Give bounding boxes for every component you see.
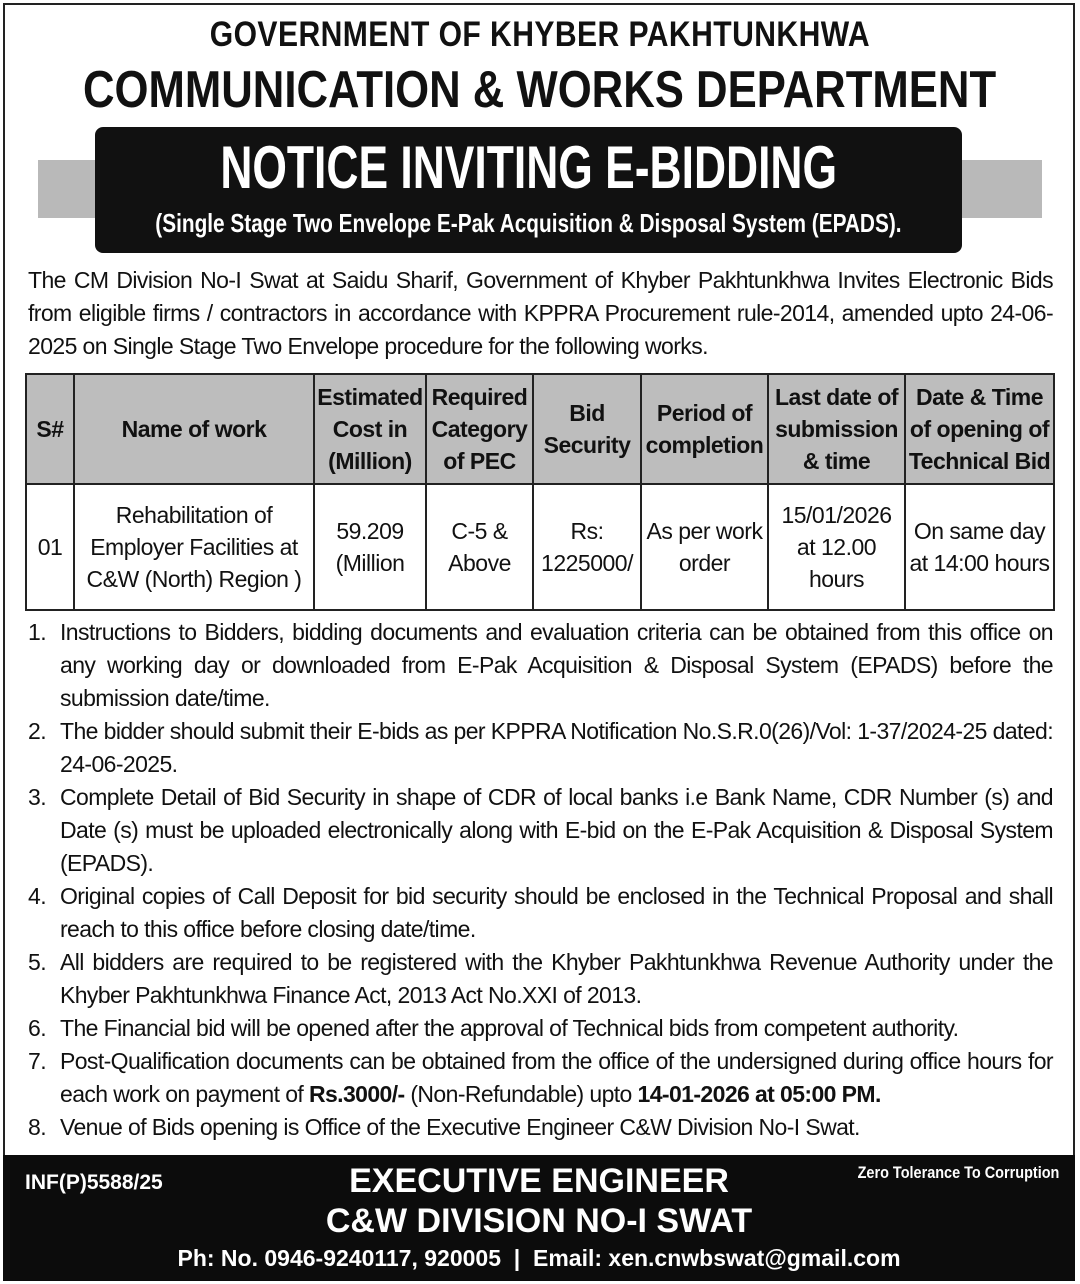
footer-banner xyxy=(3,1155,1075,1281)
item-number: 8. xyxy=(28,1114,46,1140)
title-banner xyxy=(95,127,962,253)
item-number: 1. xyxy=(28,619,46,645)
item-number: 7. xyxy=(28,1048,46,1074)
government-heading-row xyxy=(0,14,1080,58)
notice-subtitle-row xyxy=(95,207,962,239)
table-header-row xyxy=(26,374,1054,484)
cell-serial: 01 xyxy=(26,484,74,610)
item-text: All bidders are required to be registered with the Khyber Pakhtunkhwa Revenue Authority under the Khyber Pakhtunkhwa Finance Act, 2013 Act No.XXI of 2013. xyxy=(60,949,1053,1008)
notice-title: NOTICE INVITING E-BIDDING xyxy=(220,134,837,201)
instruction-item xyxy=(28,1111,1053,1144)
department-heading: COMMUNICATION & WORKS DEPARTMENT xyxy=(83,61,997,119)
item-text: Original copies of Call Deposit for bid security should be enclosed in the Technical Proposal and shall reach to this office before closing date/time. xyxy=(60,883,1053,942)
reference-number: INF(P)5588/25 xyxy=(25,1171,163,1194)
instruction-item xyxy=(28,880,1053,946)
col-header: Last date of submission & time xyxy=(768,374,905,484)
item-number: 5. xyxy=(28,949,46,975)
slogan: Zero Tolerance To Corruption xyxy=(857,1163,1059,1182)
instructions-list xyxy=(28,616,1053,1144)
cell-completion-period: As per work order xyxy=(641,484,768,610)
cell-work-name: Rehabilitation of Employer Facilities at C&W (North) Region ) xyxy=(74,484,314,610)
cell-bid-security: Rs: 1225000/ xyxy=(533,484,641,610)
notice-title-row xyxy=(95,133,962,203)
department-heading-row xyxy=(0,60,1080,122)
cell-estimated-cost: 59.209 (Million xyxy=(314,484,426,610)
item-number: 3. xyxy=(28,784,46,810)
contact-info: Ph: No. 0946-9240117, 920005 | Email: xen.cnwbswat@gmail.com xyxy=(177,1245,901,1271)
item-text: Instructions to Bidders, bidding documents and evaluation criteria can be obtained from this office on any working day or downloaded from E-Pak Acquisition & Disposal System (EPADS) before the submission date/time. xyxy=(60,619,1053,711)
instruction-item xyxy=(28,1045,1053,1111)
cell-last-date: 15/01/2026 at 12.00 hours xyxy=(768,484,905,610)
item-text: (Non-Refundable) upto xyxy=(404,1081,638,1107)
col-header: Required Category of PEC xyxy=(426,374,533,484)
instruction-item xyxy=(28,616,1053,715)
item-text: The bidder should submit their E-bids as per KPPRA Notification No.S.R.0(26)/Vol: 1-37/2024-25 dated: 24-06-2025. xyxy=(60,718,1053,777)
fee-amount: Rs.3000/- xyxy=(308,1081,405,1107)
instruction-item xyxy=(28,946,1053,1012)
item-number: 4. xyxy=(28,883,46,909)
instruction-item xyxy=(28,1012,1053,1045)
designation: EXECUTIVE ENGINEER xyxy=(349,1162,729,1200)
cell-opening-time: On same day at 14:00 hours xyxy=(905,484,1054,610)
government-heading: GOVERNMENT OF KHYBER PAKHTUNKHWA xyxy=(209,15,871,54)
col-header: S# xyxy=(26,374,74,484)
item-number: 6. xyxy=(28,1015,46,1041)
item-text: Post-Qualification documents can be obtained from the office of the undersigned during office hours for each work on payment of xyxy=(60,1048,1053,1107)
item-number: 2. xyxy=(28,718,46,744)
cell-pec-category: C-5 & Above xyxy=(426,484,533,610)
intro-paragraph: The CM Division No-I Swat at Saidu Sharif, Government of Khyber Pakhtunkhwa Invites Electronic Bids from eligible firms / contractors in accordance with KPPRA Procurement rule-2014, amended upto 24-06-2025 on Single Stage Two Envelope procedure for the following works. xyxy=(28,267,1053,359)
item-text: The Financial bid will be opened after the approval of Technical bids from competent authority. xyxy=(60,1015,959,1041)
col-header: Period of completion xyxy=(641,374,768,484)
col-header: Estimated Cost in (Million) xyxy=(314,374,426,484)
col-header: Date & Time of opening of Technical Bid xyxy=(905,374,1054,484)
col-header: Bid Security xyxy=(533,374,641,484)
office-name: C&W DIVISION NO-I SWAT xyxy=(325,1202,753,1240)
col-header: Name of work xyxy=(74,374,314,484)
instruction-item xyxy=(28,715,1053,781)
table-row xyxy=(26,484,1054,610)
item-text: Complete Detail of Bid Security in shape of CDR of local banks i.e Bank Name, CDR Number (s) and Date (s) must be uploaded electronically along with E-bid on the E-Pak Acquisition & Disposal System (EPADS). xyxy=(60,784,1053,876)
notice-subtitle: (Single Stage Two Envelope E-Pak Acquisition & Disposal System (EPADS). xyxy=(155,208,902,238)
deadline: 14-01-2026 at 05:00 PM. xyxy=(637,1081,881,1107)
works-table xyxy=(25,373,1055,611)
instruction-item xyxy=(28,781,1053,880)
item-text: Venue of Bids opening is Office of the Executive Engineer C&W Division No-I Swat. xyxy=(60,1114,860,1140)
